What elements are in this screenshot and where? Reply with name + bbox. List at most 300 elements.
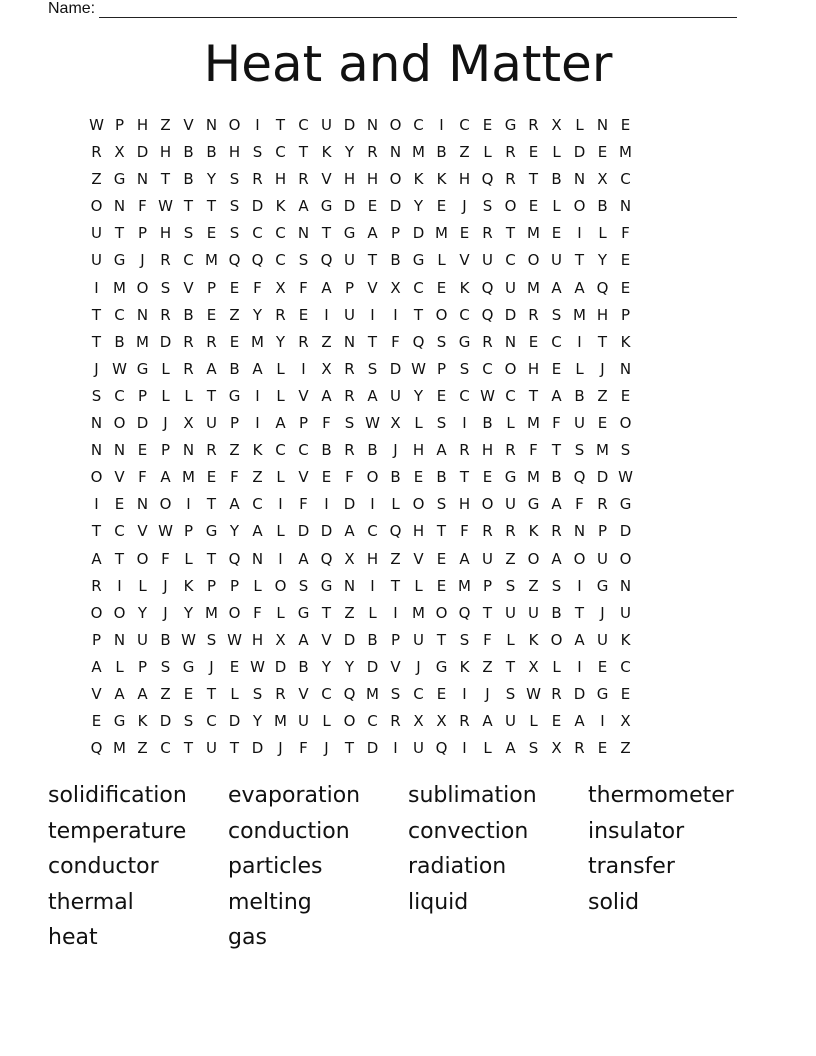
grid-letter: K <box>620 332 631 351</box>
grid-letter: Y <box>252 305 263 324</box>
grid-letter: U <box>505 495 516 514</box>
grid-letter: N <box>90 441 103 460</box>
grid-letter: T <box>206 549 217 568</box>
grid-letter: L <box>552 657 561 676</box>
grid-letter: Y <box>321 657 332 676</box>
grid-letter: S <box>436 332 447 351</box>
grid-letter: N <box>182 441 195 460</box>
grid-letter: L <box>368 603 377 622</box>
grid-letter: V <box>298 468 309 487</box>
grid-letter: B <box>183 305 194 324</box>
grid-letter: N <box>136 495 149 514</box>
grid-letter: A <box>91 657 102 676</box>
grid-letter: P <box>298 414 309 433</box>
grid-letter: N <box>573 522 586 541</box>
grid-letter: D <box>366 739 379 758</box>
grid-letter: I <box>370 305 375 324</box>
grid-letter: J <box>324 739 329 758</box>
grid-letter: E <box>551 359 562 378</box>
grid-row <box>85 708 735 735</box>
grid-letter: S <box>459 359 470 378</box>
grid-letter: U <box>91 224 102 243</box>
grid-letter: I <box>577 657 582 676</box>
grid-letter: O <box>274 576 287 595</box>
grid-letter: M <box>136 332 149 351</box>
grid-letter: L <box>161 386 170 405</box>
grid-letter: G <box>320 197 333 216</box>
grid-letter: X <box>390 414 401 433</box>
grid-letter: L <box>598 224 607 243</box>
grid-letter: V <box>390 657 401 676</box>
word-bank-item: liquid <box>408 889 469 915</box>
grid-letter: F <box>230 468 239 487</box>
grid-letter: D <box>136 414 149 433</box>
grid-letter: R <box>597 495 608 514</box>
grid-letter: Q <box>320 251 333 270</box>
grid-letter: P <box>183 522 194 541</box>
grid-letter: O <box>90 468 103 487</box>
grid-letter: U <box>344 251 355 270</box>
grid-letter: I <box>255 414 260 433</box>
grid-letter: S <box>390 684 401 703</box>
grid-letter: M <box>573 305 586 324</box>
grid-letter: K <box>183 576 194 595</box>
grid-letter: O <box>113 414 126 433</box>
grid-letter: U <box>551 251 562 270</box>
grid-letter: Z <box>252 468 263 487</box>
grid-letter: L <box>276 522 285 541</box>
grid-letter: F <box>138 468 147 487</box>
grid-letter: X <box>183 414 194 433</box>
grid-letter: S <box>551 576 562 595</box>
grid-letter: R <box>344 386 355 405</box>
grid-letter: B <box>229 359 240 378</box>
grid-letter: Z <box>229 305 240 324</box>
grid-letter: T <box>206 684 217 703</box>
grid-letter: R <box>505 170 516 189</box>
grid-letter: E <box>436 278 447 297</box>
grid-letter: W <box>89 116 104 134</box>
grid-letter: S <box>252 143 263 162</box>
grid-letter: L <box>575 359 584 378</box>
grid-letter: X <box>551 739 562 758</box>
grid-letter: H <box>343 170 356 189</box>
grid-letter: V <box>137 522 148 541</box>
grid-letter: L <box>253 576 262 595</box>
grid-letter: T <box>160 170 171 189</box>
grid-letter: P <box>114 116 125 134</box>
grid-letter: E <box>436 684 447 703</box>
grid-letter: I <box>255 386 260 405</box>
grid-letter: S <box>183 224 194 243</box>
grid-letter: Z <box>482 657 493 676</box>
grid-letter: U <box>344 305 355 324</box>
grid-letter: G <box>504 468 517 487</box>
grid-letter: J <box>393 441 398 460</box>
grid-letter: N <box>619 359 632 378</box>
grid-letter: C <box>252 224 263 243</box>
grid-row <box>85 600 735 627</box>
grid-letter: N <box>619 197 632 216</box>
grid-letter: H <box>596 305 609 324</box>
grid-letter: D <box>343 495 356 514</box>
grid-letter: J <box>140 251 145 270</box>
grid-letter: C <box>482 359 493 378</box>
grid-letter: L <box>391 495 400 514</box>
grid-letter: A <box>321 278 332 297</box>
grid-letter: G <box>113 170 126 189</box>
grid-letter: R <box>298 170 309 189</box>
grid-letter: J <box>278 739 283 758</box>
grid-letter: I <box>255 116 260 134</box>
grid-letter: T <box>183 739 194 758</box>
grid-letter: Y <box>252 712 263 731</box>
grid-letter: Q <box>389 522 402 541</box>
grid-letter: D <box>159 712 172 731</box>
grid-letter: O <box>389 116 402 134</box>
grid-letter: E <box>298 305 309 324</box>
grid-letter: L <box>161 359 170 378</box>
grid-letter: D <box>343 630 356 649</box>
grid-letter: K <box>528 630 539 649</box>
grid-letter: N <box>297 224 310 243</box>
grid-letter: J <box>209 657 214 676</box>
grid-letter: E <box>528 143 539 162</box>
grid-letter: N <box>205 116 218 134</box>
grid-letter: D <box>504 305 517 324</box>
grid-letter: A <box>252 359 263 378</box>
grid-letter: Y <box>597 251 608 270</box>
grid-letter: H <box>251 630 264 649</box>
grid-letter: E <box>551 712 562 731</box>
grid-letter: D <box>389 359 402 378</box>
grid-letter: L <box>552 143 561 162</box>
grid-letter: H <box>136 116 149 134</box>
grid-letter: R <box>459 712 470 731</box>
grid-letter: T <box>114 549 125 568</box>
grid-letter: T <box>436 630 447 649</box>
grid-letter: I <box>393 739 398 758</box>
grid-letter: H <box>458 170 471 189</box>
word-bank-item: conduction <box>228 818 350 844</box>
word-bank-item: evaporation <box>228 783 361 808</box>
grid-letter: L <box>437 251 446 270</box>
grid-letter: D <box>297 522 310 541</box>
grid-letter: B <box>183 143 194 162</box>
grid-letter: T <box>528 170 539 189</box>
grid-letter: T <box>91 305 102 324</box>
grid-letter: N <box>596 116 609 134</box>
grid-letter: M <box>205 603 218 622</box>
grid-letter: R <box>574 739 585 758</box>
grid-letter: V <box>321 170 332 189</box>
grid-letter: I <box>577 576 582 595</box>
grid-letter: J <box>163 603 168 622</box>
grid-letter: C <box>275 224 286 243</box>
grid-letter: I <box>577 332 582 351</box>
grid-letter: B <box>321 441 332 460</box>
grid-letter: X <box>275 278 286 297</box>
grid-letter: T <box>321 224 332 243</box>
grid-letter: W <box>158 197 173 216</box>
grid-row <box>85 356 735 383</box>
grid-letter: C <box>620 657 631 676</box>
grid-letter: C <box>620 170 631 189</box>
grid-letter: T <box>298 143 309 162</box>
grid-letter: E <box>114 495 125 514</box>
grid-letter: E <box>183 684 194 703</box>
grid-letter: G <box>412 251 425 270</box>
grid-letter: E <box>620 386 631 405</box>
grid-letter: H <box>228 143 241 162</box>
grid-letter: E <box>206 305 217 324</box>
grid-letter: D <box>251 197 264 216</box>
grid-letter: R <box>275 305 286 324</box>
grid-letter: Z <box>137 739 148 758</box>
grid-letter: I <box>94 495 99 514</box>
grid-row <box>85 681 735 708</box>
grid-letter: R <box>505 522 516 541</box>
grid-letter: R <box>528 116 539 134</box>
grid-letter: C <box>459 386 470 405</box>
grid-letter: O <box>113 603 126 622</box>
grid-letter: A <box>206 359 217 378</box>
grid-letter: S <box>367 359 378 378</box>
grid-letter: L <box>184 549 193 568</box>
grid-letter: B <box>114 332 125 351</box>
grid-letter: A <box>160 468 171 487</box>
grid-letter: E <box>597 657 608 676</box>
grid-letter: U <box>206 739 217 758</box>
grid-letter: U <box>528 603 539 622</box>
grid-letter: L <box>138 576 147 595</box>
grid-letter: H <box>159 224 172 243</box>
word-bank-item: insulator <box>588 818 685 844</box>
grid-letter: D <box>412 224 425 243</box>
page-title: Heat and Matter <box>203 35 613 93</box>
grid-letter: S <box>298 251 309 270</box>
grid-row <box>85 112 735 139</box>
grid-letter: W <box>158 522 173 541</box>
grid-letter: M <box>527 414 540 433</box>
grid-letter: R <box>206 332 217 351</box>
grid-letter: L <box>184 386 193 405</box>
grid-letter: C <box>183 251 194 270</box>
grid-letter: W <box>181 630 196 649</box>
word-bank-item: heat <box>48 925 98 951</box>
grid-letter: W <box>227 630 242 649</box>
grid-letter: R <box>482 224 493 243</box>
word-bank-item: gas <box>228 925 267 951</box>
grid-letter: K <box>275 197 286 216</box>
grid-letter: D <box>619 522 632 541</box>
grid-letter: N <box>343 332 356 351</box>
grid-letter: F <box>322 414 331 433</box>
grid-letter: O <box>343 712 356 731</box>
grid-letter: Q <box>228 549 241 568</box>
grid-letter: T <box>367 332 378 351</box>
grid-letter: P <box>137 386 148 405</box>
grid-letter: P <box>620 305 631 324</box>
grid-letter: D <box>573 684 586 703</box>
grid-letter: F <box>299 739 308 758</box>
word-bank-item: transfer <box>588 854 675 880</box>
grid-letter: C <box>275 143 286 162</box>
grid-letter: N <box>136 305 149 324</box>
grid-letter: K <box>252 441 263 460</box>
grid-letter: E <box>436 549 447 568</box>
grid-letter: X <box>321 359 332 378</box>
grid-letter: S <box>482 197 493 216</box>
grid-letter: T <box>574 251 585 270</box>
grid-letter: O <box>504 197 517 216</box>
grid-letter: T <box>344 739 355 758</box>
grid-letter: O <box>435 305 448 324</box>
grid-letter: U <box>597 630 608 649</box>
grid-letter: I <box>462 684 467 703</box>
grid-letter: I <box>94 278 99 297</box>
grid-letter: K <box>321 143 332 162</box>
word-bank-item: melting <box>228 889 312 915</box>
grid-letter: O <box>136 278 149 297</box>
grid-letter: V <box>298 386 309 405</box>
word-bank-item: sublimation <box>408 783 537 808</box>
grid-letter: R <box>183 359 194 378</box>
grid-row <box>85 193 735 220</box>
grid-letter: F <box>552 414 561 433</box>
grid-letter: V <box>321 630 332 649</box>
grid-letter: Q <box>481 170 494 189</box>
grid-letter: E <box>229 332 240 351</box>
grid-letter: M <box>366 684 379 703</box>
grid-letter: D <box>320 522 333 541</box>
grid-letter: Y <box>206 170 217 189</box>
grid-letter: I <box>393 603 398 622</box>
grid-letter: F <box>299 495 308 514</box>
grid-letter: G <box>113 251 126 270</box>
word-bank-item: conductor <box>48 854 159 880</box>
word-bank-item: temperature <box>48 818 187 844</box>
grid-letter: H <box>366 549 379 568</box>
word-bank-item: solid <box>588 889 640 915</box>
grid-letter: E <box>597 739 608 758</box>
grid-letter: I <box>370 495 375 514</box>
grid-letter: X <box>528 657 539 676</box>
grid-letter: H <box>366 170 379 189</box>
grid-letter: M <box>527 278 540 297</box>
grid-letter: K <box>436 170 447 189</box>
grid-letter: T <box>183 197 194 216</box>
grid-letter: U <box>137 630 148 649</box>
grid-letter: J <box>600 603 605 622</box>
grid-letter: A <box>367 386 378 405</box>
grid-letter: D <box>573 143 586 162</box>
grid-letter: Z <box>505 549 516 568</box>
grid-row <box>85 437 735 464</box>
grid-letter: T <box>459 468 470 487</box>
grid-letter: V <box>183 278 194 297</box>
grid-letter: A <box>298 549 309 568</box>
grid-row <box>85 464 735 491</box>
grid-letter: N <box>113 197 126 216</box>
grid-letter: R <box>367 143 378 162</box>
grid-letter: O <box>228 603 241 622</box>
grid-letter: U <box>390 386 401 405</box>
grid-letter: T <box>229 739 240 758</box>
grid-letter: E <box>551 224 562 243</box>
grid-letter: D <box>343 116 356 134</box>
grid-letter: A <box>574 712 585 731</box>
grid-letter: S <box>229 170 240 189</box>
grid-letter: T <box>390 576 401 595</box>
grid-letter: B <box>551 603 562 622</box>
grid-letter: N <box>504 332 517 351</box>
grid-letter: B <box>551 468 562 487</box>
grid-letter: Q <box>481 278 494 297</box>
grid-letter: L <box>414 414 423 433</box>
grid-letter: D <box>274 657 287 676</box>
grid-letter: C <box>413 684 424 703</box>
grid-letter: C <box>275 251 286 270</box>
grid-letter: H <box>159 143 172 162</box>
grid-letter: X <box>275 630 286 649</box>
grid-letter: K <box>620 630 631 649</box>
grid-letter: E <box>206 468 217 487</box>
grid-letter: C <box>298 116 309 134</box>
grid-letter: O <box>527 549 540 568</box>
grid-letter: J <box>163 414 168 433</box>
grid-letter: R <box>551 522 562 541</box>
grid-letter: X <box>436 712 447 731</box>
grid-letter: F <box>299 278 308 297</box>
grid-letter: I <box>577 224 582 243</box>
grid-letter: C <box>275 441 286 460</box>
grid-letter: T <box>321 603 332 622</box>
grid-letter: E <box>137 441 148 460</box>
word-bank-item: convection <box>408 818 529 844</box>
grid-letter: T <box>114 224 125 243</box>
grid-letter: X <box>114 143 125 162</box>
grid-letter: G <box>458 332 471 351</box>
grid-letter: V <box>183 116 194 134</box>
grid-letter: O <box>527 251 540 270</box>
grid-row <box>85 410 735 437</box>
grid-letter: Z <box>229 441 240 460</box>
grid-letter: Q <box>458 603 471 622</box>
grid-letter: T <box>367 251 378 270</box>
grid-letter: L <box>414 576 423 595</box>
grid-letter: E <box>620 251 631 270</box>
grid-letter: R <box>482 332 493 351</box>
grid-letter: C <box>321 684 332 703</box>
grid-letter: Y <box>275 332 286 351</box>
grid-letter: L <box>506 630 515 649</box>
grid-letter: C <box>114 522 125 541</box>
grid-letter: U <box>413 739 424 758</box>
grid-letter: J <box>462 197 467 216</box>
grid-letter: I <box>370 576 375 595</box>
grid-letter: G <box>113 712 126 731</box>
grid-letter: R <box>160 251 171 270</box>
grid-letter: Q <box>435 739 448 758</box>
grid-letter: N <box>619 576 632 595</box>
grid-letter: C <box>298 441 309 460</box>
grid-letter: Y <box>229 522 240 541</box>
grid-letter: O <box>619 414 632 433</box>
grid-letter: D <box>136 143 149 162</box>
name-blank-line <box>99 3 737 18</box>
grid-letter: Z <box>597 386 608 405</box>
